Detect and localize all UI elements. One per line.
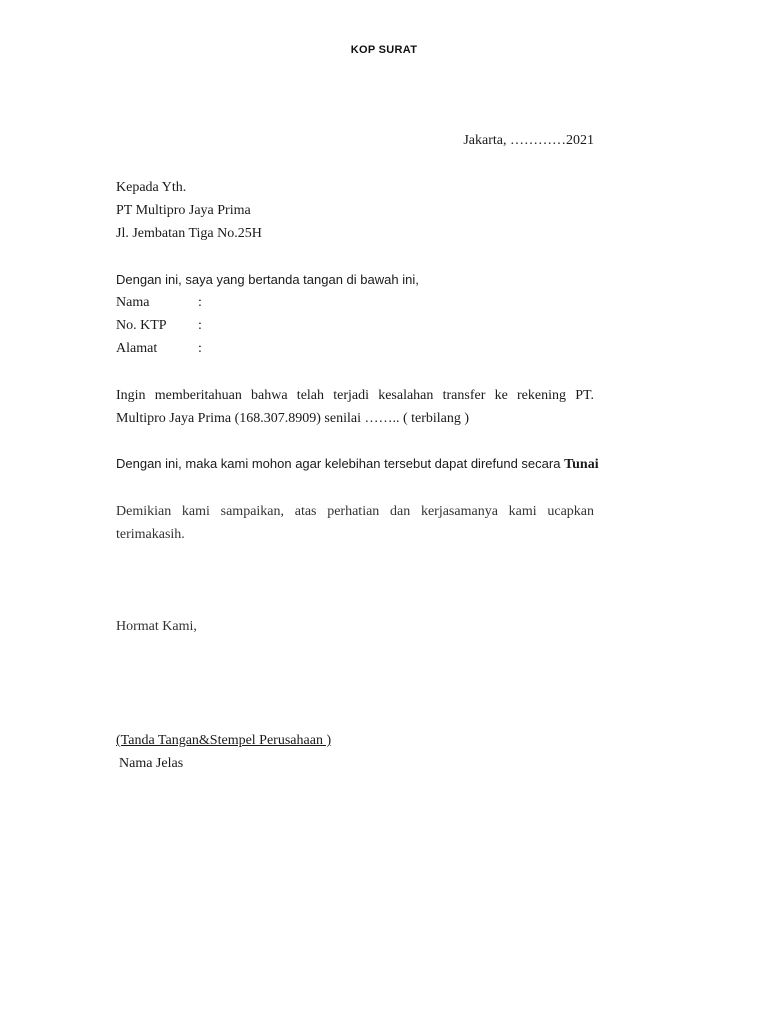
refund-emphasis: Tunai <box>564 457 599 472</box>
recipient-company: PT Multipro Jaya Prima <box>116 203 251 218</box>
signature-placeholder: (Tanda Tangan&Stempel Perusahaan ) <box>116 733 332 748</box>
intro-statement: Dengan ini, saya yang bertanda tangan di bawah ini, <box>116 272 419 287</box>
refund-paragraph <box>116 455 599 474</box>
recipient-salutation: Kepada Yth. <box>116 180 187 195</box>
field-row-nama <box>116 294 202 312</box>
signoff: Hormat Kami, <box>116 619 197 634</box>
field-label: Alamat <box>116 341 158 356</box>
field-separator: : <box>198 318 202 333</box>
date-line: Jakarta, …………2021 <box>463 133 594 148</box>
field-row-ktp <box>116 317 202 335</box>
closing-paragraph: Demikian kami sampaikan, atas perhatian dan kerjasamanya kami ucapkan terimakasih. <box>116 504 594 542</box>
field-row-alamat <box>116 340 202 358</box>
transfer-paragraph: Ingin memberitahuan bahwa telah terjadi kesalahan transfer ke rekening PT. Multipro Jaya Prima (168.307.8909) senilai …….. ( terbilang ) <box>116 388 594 426</box>
refund-text: Dengan ini, maka kami mohon agar kelebihan tersebut dapat direfund secara <box>116 456 565 471</box>
recipient-address: Jl. Jembatan Tiga No.25H <box>116 226 262 241</box>
field-separator: : <box>198 341 202 356</box>
field-label: No. KTP <box>116 318 167 333</box>
signature-name: Nama Jelas <box>119 756 184 771</box>
field-separator: : <box>198 295 202 310</box>
field-label: Nama <box>116 295 150 310</box>
letterhead-title: KOP SURAT <box>350 44 418 56</box>
